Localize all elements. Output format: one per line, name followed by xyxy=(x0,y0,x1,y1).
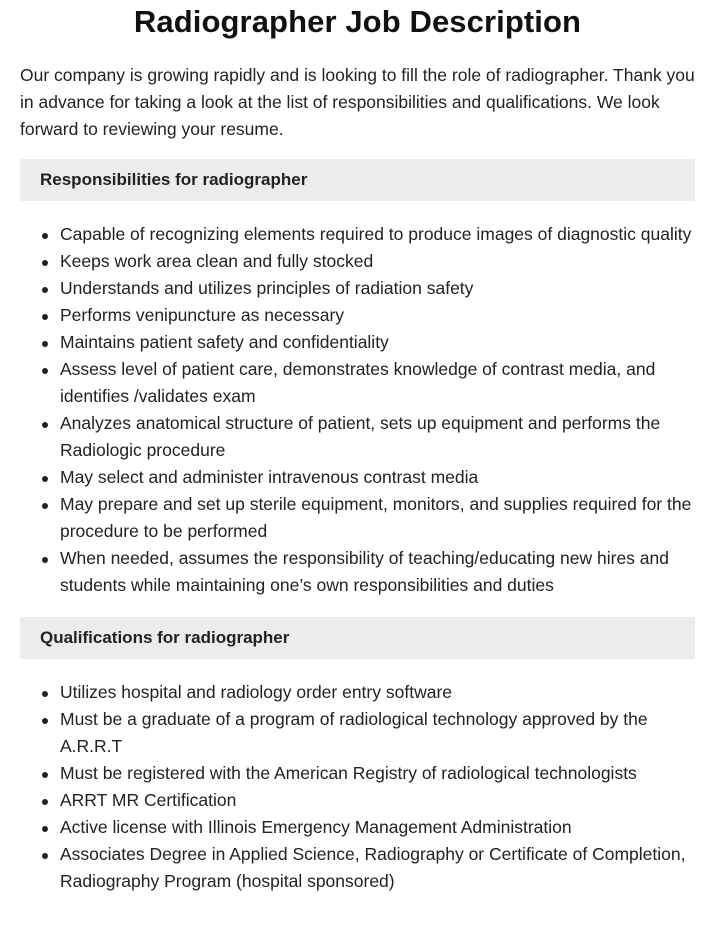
responsibilities-list xyxy=(20,221,695,599)
list-item: Understands and utilizes principles of radiation safety xyxy=(60,275,695,302)
list-item: Maintains patient safety and confidentiality xyxy=(60,329,695,356)
qualifications-list xyxy=(20,679,695,895)
list-item: ARRT MR Certification xyxy=(60,787,695,814)
list-item: When needed, assumes the responsibility of teaching/educating new hires and students while maintaining one’s own responsibilities and duties xyxy=(60,545,695,599)
list-item: Assess level of patient care, demonstrates knowledge of contrast media, and identifies /validates exam xyxy=(60,356,695,410)
list-item: Active license with Illinois Emergency Management Administration xyxy=(60,814,695,841)
page-title: Radiographer Job Description xyxy=(133,4,582,39)
list-item: May prepare and set up sterile equipment, monitors, and supplies required for the procedure to be performed xyxy=(60,491,695,545)
list-item: Associates Degree in Applied Science, Radiography or Certificate of Completion, Radiography Program (hospital sponsored) xyxy=(60,841,695,895)
list-item: Performs venipuncture as necessary xyxy=(60,302,695,329)
list-item: Utilizes hospital and radiology order entry software xyxy=(60,679,695,706)
list-item: Keeps work area clean and fully stocked xyxy=(60,248,695,275)
intro-paragraph: Our company is growing rapidly and is looking to fill the role of radiographer. Thank you in advance for taking a look at the list of responsibilities and qualifications. We look forward to reviewing your resume. xyxy=(20,65,695,139)
responsibilities-heading: Responsibilities for radiographer xyxy=(20,159,695,201)
list-item: May select and administer intravenous contrast media xyxy=(60,464,695,491)
list-item: Must be a graduate of a program of radiological technology approved by the A.R.R.T xyxy=(60,706,695,760)
qualifications-heading: Qualifications for radiographer xyxy=(20,617,695,659)
list-item: Analyzes anatomical structure of patient, sets up equipment and performs the Radiologic procedure xyxy=(60,410,695,464)
list-item: Must be registered with the American Registry of radiological technologists xyxy=(60,760,695,787)
list-item: Capable of recognizing elements required to produce images of diagnostic quality xyxy=(60,221,695,248)
